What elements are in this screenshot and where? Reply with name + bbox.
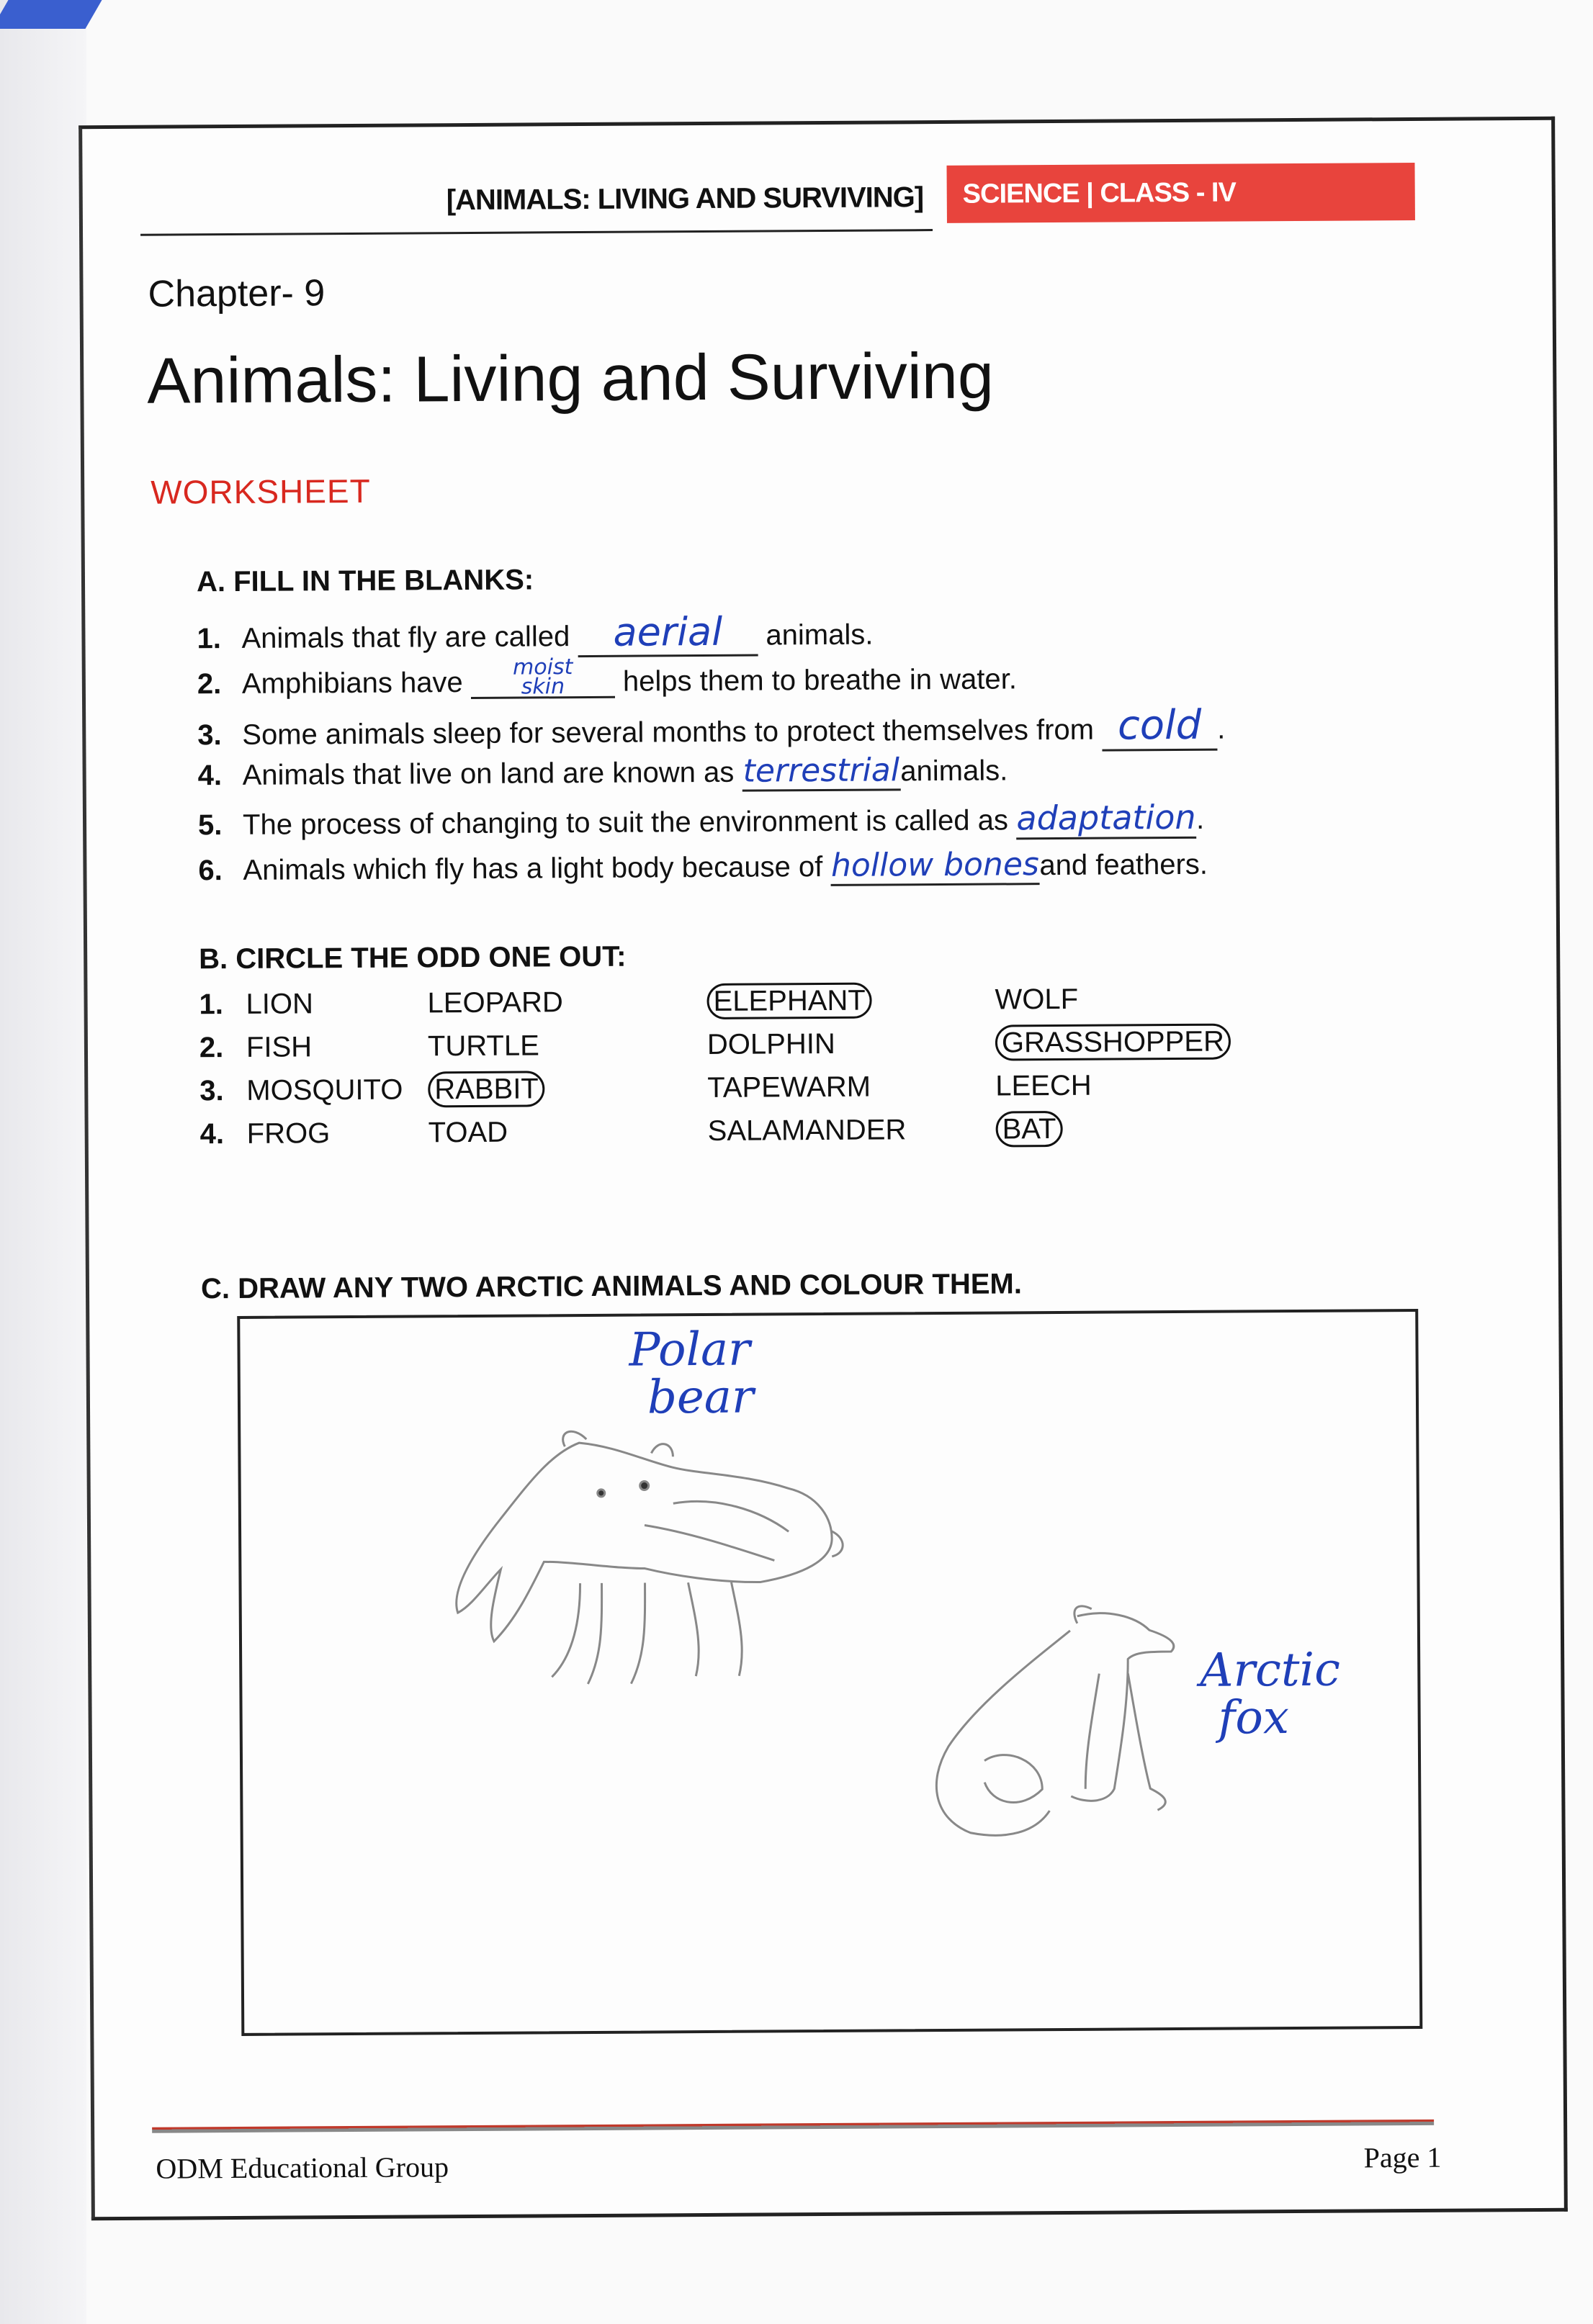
animal-sketches <box>240 1312 1419 2033</box>
page-number: Page 1 <box>1363 2140 1442 2174</box>
question-text: Animals which fly has a light body because of <box>243 850 831 886</box>
odd-word-text: FISH <box>246 1031 313 1063</box>
polar-bear-sketch <box>455 1430 843 1685</box>
corner-tab <box>0 0 102 29</box>
question-text: Animals that fly are called <box>241 621 578 654</box>
page-title: Animals: Living and Surviving <box>146 340 995 418</box>
odd-word-mosquito[interactable] <box>246 1074 403 1107</box>
question-text: helps them to breathe in water. <box>614 663 1018 698</box>
fill-question-1 <box>197 608 873 660</box>
answer-blank[interactable]: adaptation <box>1016 798 1196 840</box>
header-rule <box>140 229 933 236</box>
odd-word-text: TOAD <box>428 1116 508 1149</box>
label-line: Arctic <box>1200 1643 1341 1698</box>
header-badge <box>946 163 1414 223</box>
footer-rule <box>152 2120 1434 2133</box>
odd-row-number: 4. <box>199 1118 225 1150</box>
odd-word-text: LEOPARD <box>427 986 563 1019</box>
odd-word-text: SALAMANDER <box>707 1114 907 1147</box>
header-topic: [ANIMALS: LIVING AND SURVIVING] <box>446 181 924 217</box>
fill-question-2 <box>197 654 1017 701</box>
arctic-fox-sketch <box>935 1605 1175 1836</box>
answer-blank[interactable] <box>471 654 615 700</box>
question-number: 1. <box>197 623 221 655</box>
question-text: . <box>1216 713 1226 745</box>
odd-word-text: FROG <box>246 1117 331 1150</box>
question-text: animals. <box>900 755 1008 788</box>
odd-word-bat[interactable] <box>996 1113 1063 1146</box>
odd-word-dolphin[interactable] <box>707 1028 835 1061</box>
answer-blank[interactable]: hollow bones <box>830 846 1039 886</box>
odd-word-text: ELEPHANT <box>706 983 871 1019</box>
label-line: Polar <box>629 1323 750 1377</box>
odd-word-elephant[interactable] <box>706 985 871 1018</box>
question-number: 2. <box>197 668 222 701</box>
odd-word-turtle[interactable] <box>428 1030 539 1063</box>
answer-line-1: moist <box>512 654 573 680</box>
odd-word-text: LION <box>246 988 314 1020</box>
drawing-area <box>237 1309 1422 2036</box>
odd-word-toad[interactable] <box>428 1117 508 1150</box>
odd-word-text: GRASSHOPPER <box>995 1024 1231 1061</box>
fill-question-6 <box>198 845 1208 891</box>
odd-word-fish[interactable] <box>246 1031 312 1064</box>
odd-word-leech[interactable] <box>995 1070 1092 1103</box>
odd-word-text: BAT <box>996 1111 1063 1148</box>
question-text: Animals that live on land are known as <box>242 756 742 791</box>
worksheet-page <box>78 117 1568 2220</box>
worksheet-label: WORKSHEET <box>151 472 371 511</box>
question-text: Some animals sleep for several months to protect themselves from <box>242 713 1103 751</box>
question-text: and feathers. <box>1039 848 1208 882</box>
odd-row-number: 3. <box>199 1075 224 1107</box>
header-badge-text: SCIENCE | CLASS - IV <box>962 176 1236 210</box>
fill-question-5 <box>198 798 1204 845</box>
question-number: 6. <box>198 855 223 887</box>
odd-word-frog[interactable] <box>247 1117 331 1150</box>
section-a-heading: A. FILL IN THE BLANKS: <box>196 564 534 598</box>
odd-word-tapewarm[interactable] <box>707 1071 871 1104</box>
question-text: The process of changing to suit the environment is called as <box>242 804 1017 841</box>
question-text: . <box>1195 803 1205 835</box>
odd-word-text: WOLF <box>995 983 1079 1016</box>
footer-publisher: ODM Educational Group <box>156 2150 449 2185</box>
question-text: animals. <box>758 618 874 652</box>
fill-question-4 <box>197 751 1008 795</box>
odd-row-number: 2. <box>199 1032 224 1064</box>
label-line: fox <box>1218 1691 1290 1745</box>
odd-word-lion[interactable] <box>246 988 313 1021</box>
odd-word-text: TAPEWARM <box>707 1071 871 1104</box>
section-b-heading: B. CIRCLE THE ODD ONE OUT: <box>199 940 627 976</box>
odd-word-text: RABBIT <box>428 1071 545 1107</box>
odd-word-text: LEECH <box>995 1069 1092 1102</box>
question-number: 5. <box>197 809 223 842</box>
answer-blank[interactable]: terrestrial <box>742 752 900 791</box>
odd-word-text: TURTLE <box>427 1030 539 1063</box>
question-number: 4. <box>197 760 223 792</box>
binder-edge <box>0 0 86 2324</box>
question-number: 3. <box>197 719 222 752</box>
label-line: bear <box>647 1370 754 1425</box>
odd-word-wolf[interactable] <box>995 983 1078 1017</box>
odd-word-grasshopper[interactable] <box>995 1026 1231 1060</box>
odd-word-text: MOSQUITO <box>246 1073 403 1107</box>
answer-line-2: skin <box>521 674 565 700</box>
section-c-heading: C. DRAW ANY TWO ARCTIC ANIMALS AND COLOUR THEM. <box>200 1268 1023 1305</box>
question-text: Amphibians have <box>241 666 471 700</box>
fill-question-3 <box>197 702 1225 757</box>
answer-blank[interactable]: aerial <box>578 609 758 658</box>
answer-blank[interactable]: cold <box>1102 702 1217 752</box>
odd-word-salamander[interactable] <box>708 1114 907 1148</box>
odd-word-leopard[interactable] <box>427 986 562 1019</box>
chapter-number: Chapter- 9 <box>148 272 326 315</box>
odd-word-text: DOLPHIN <box>706 1027 835 1060</box>
odd-row-number: 1. <box>199 988 224 1021</box>
odd-word-rabbit[interactable] <box>428 1073 545 1106</box>
